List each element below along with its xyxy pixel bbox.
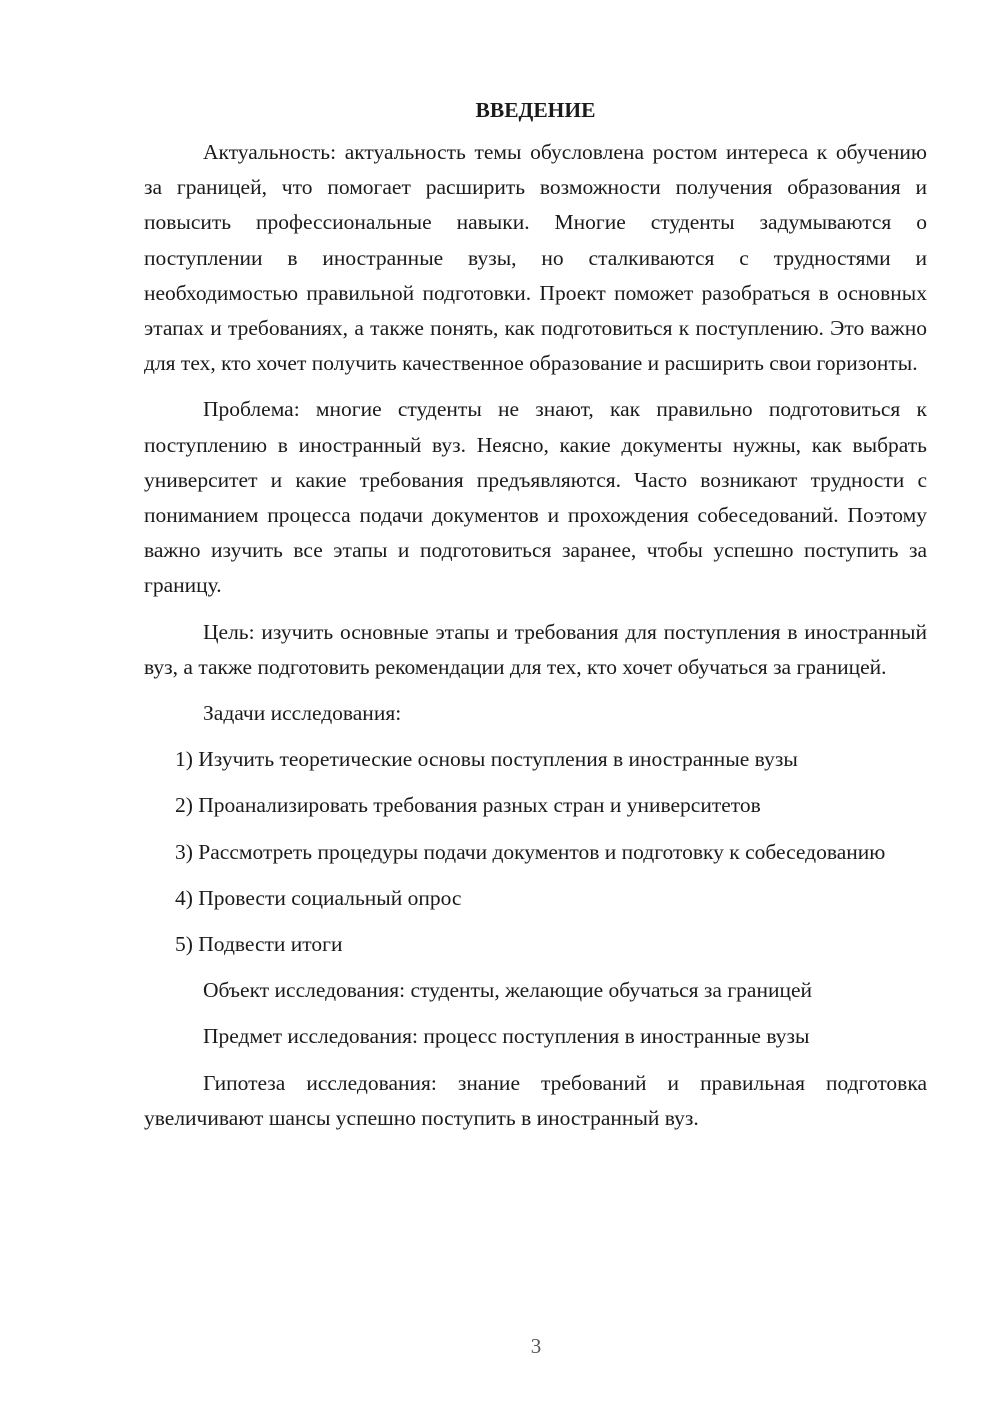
task-item: 2) Проанализировать требования разных стран и университетов [175,793,761,818]
task-item: 5) Подвести итоги [175,932,343,957]
subject-paragraph: Предмет исследования: процесс поступления в иностранные вузы [203,1024,810,1049]
goal-paragraph: Цель: изучить основные этапы и требования для поступления в иностранный вуз, а также подготовить рекомендации для тех, кто хочет обучаться за границей. [144,619,927,679]
page-title: ВВЕДЕНИЕ [475,98,596,122]
task-item: 1) Изучить теоретические основы поступления в иностранные вузы [175,747,798,772]
task-item: 3) Рассмотреть процедуры подачи документов и подготовку к собеседованию [175,839,886,864]
task-item: 4) Провести социальный опрос [175,885,462,910]
page-content [144,96,927,1147]
problem-paragraph: Проблема: многие студенты не знают, как правильно подготовиться к поступлению в иностранный вуз. Неясно, какие документы нужны, как выбрать университет и какие требования предъявляются. Часто возникают трудности с пониманием процесса подачи документов и прохождения собеседований. Поэтому важно изучить все этапы и подготовиться заранее, чтобы успешно поступить за границу. [144,397,927,598]
hypothesis-paragraph: Гипотеза исследования: знание требований и правильная подготовка увеличивают шансы успешно поступить в иностранный вуз. [144,1070,927,1130]
tasks-heading: Задачи исследования: [203,701,402,726]
object-paragraph: Объект исследования: студенты, желающие обучаться за границей [203,978,813,1003]
relevance-paragraph: Актуальность: актуальность темы обусловлена ростом интереса к обучению за границей, что помогает расширить возможности получения образования и повысить профессиональные навыки. Многие студенты задумываются о поступлении в иностранные вузы, но сталкиваются с трудностями и необходимостью правильной подготовки. Проект поможет разобраться в основных этапах и требованиях, а также понять, как подготовиться к поступлению. Это важно для тех, кто хочет получить качественное образование и расширить свои горизонты. [144,140,927,376]
page-number: 3 [530,1334,542,1358]
